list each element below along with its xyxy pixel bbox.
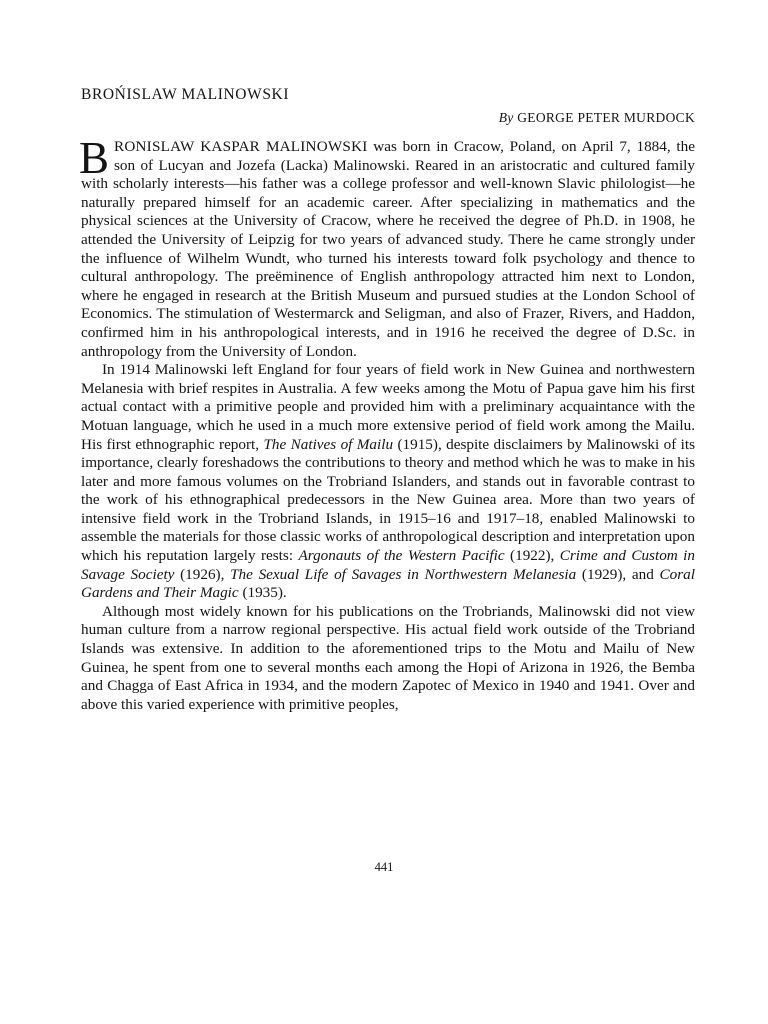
paragraph-1-text: was born in Cracow, Poland, on April 7, 1884, the son of Lucyan and Jozefa (Lacka) Malinowski. Reared in an aristocratic and cultured family with scholarly interests—his father was a college professor and well-known Slavic philologist—he naturally prepared himself for an academic career. After specializing in mathematics and the physical sciences at the University of Cracow, where he received the degree of Ph.D. in 1908, he attended the University of Leipzig for two years of advanced study. There he came strongly under the influence of Wilhelm Wundt, who turned his interests toward folk psychology and thence to cultural anthropology. The preëminence of English anthropology attracted him next to London, where he engaged in research at the British Museum and pursued studies at the London School of Economics. The stimulation of Westermarck and Seligman, and also of Frazer, Rivers, and Haddon, confirmed him in his anthropological interests, and in 1916 he received the degree of D.Sc. in anthropology from the University of London. [81,138,695,360]
article-title: BROŃISLAW MALINOWSKI [81,86,290,103]
article-page [81,86,695,714]
paragraph-2-text-d: (1926), [174,565,231,583]
paragraph-1 [79,133,695,361]
paragraph-3 [81,603,695,715]
article-body [79,133,695,714]
book-title-argonauts: Argonauts of the Western Pacific [298,547,505,565]
book-title-sexual-life: The Sexual Life of Savages in Northwestern Melanesia [230,565,577,583]
paragraph-3-text: Although most widely known for his publications on the Trobriands, Malinowski did not view human culture from a narrow regional perspective. His actual field work outside of the Trobriand Islands was extensive. In addition to the aforementioned trips to the Motu and Mailu of New Guinea, he spent from one to several months each among the Hopi of Arizona in 1926, the Bemba and Chagga of East Africa in 1934, and the modern Zapotec of Mexico in 1940 and 1941. Over and above this varied experience with primitive peoples, [81,602,695,713]
lead-caps: RONISLAW KASPAR MALINOWSKI [114,138,368,155]
drop-cap: B [79,133,110,183]
paragraph-2 [81,361,695,603]
paragraph-2-text-e: (1929), and [576,565,660,583]
byline-by: By [498,110,514,125]
byline [81,109,695,126]
paragraph-2-text-f: (1935). [238,584,287,602]
page-number: 441 [374,860,394,874]
paragraph-2-text-a: In 1914 Malinowski left England for four years of field work in New Guinea and northwestern Melanesia with brief respites in Australia. A few weeks among the Motu of Papua gave him his first actual contact with a primitive people and provided him with a preliminary acquaintance with the Motuan language, which he used in a much more extensive period of field work among the Mailu. His first ethnographic report, [81,361,695,453]
byline-author: GEORGE PETER MURDOCK [517,110,695,125]
paragraph-2-text-c: (1922), [504,547,560,565]
paragraph-2-text-b: (1915), despite disclaimers by Malinowski of its importance, clearly foreshadows the contributions to theory and method which he was to make in his later and more famous volumes on the Trobriand Islanders, and stands out in favorable contrast to the work of his ethnographical predecessors in the New Guinea area. More than two years of intensive field work in the Trobriand Islands, in 1915–16 and 1917–18, enabled Malinowski to assemble the materials for those classic works of anthropological description and interpretation upon which his reputation largely rests: [81,435,695,565]
book-title-crime-and-custom: Crime and Custom in Savage Society [81,547,695,583]
book-title-coral-gardens: Coral Gardens and Their Magic [81,565,695,602]
book-title-natives-of-mailu: The Natives of Mailu [263,435,394,453]
